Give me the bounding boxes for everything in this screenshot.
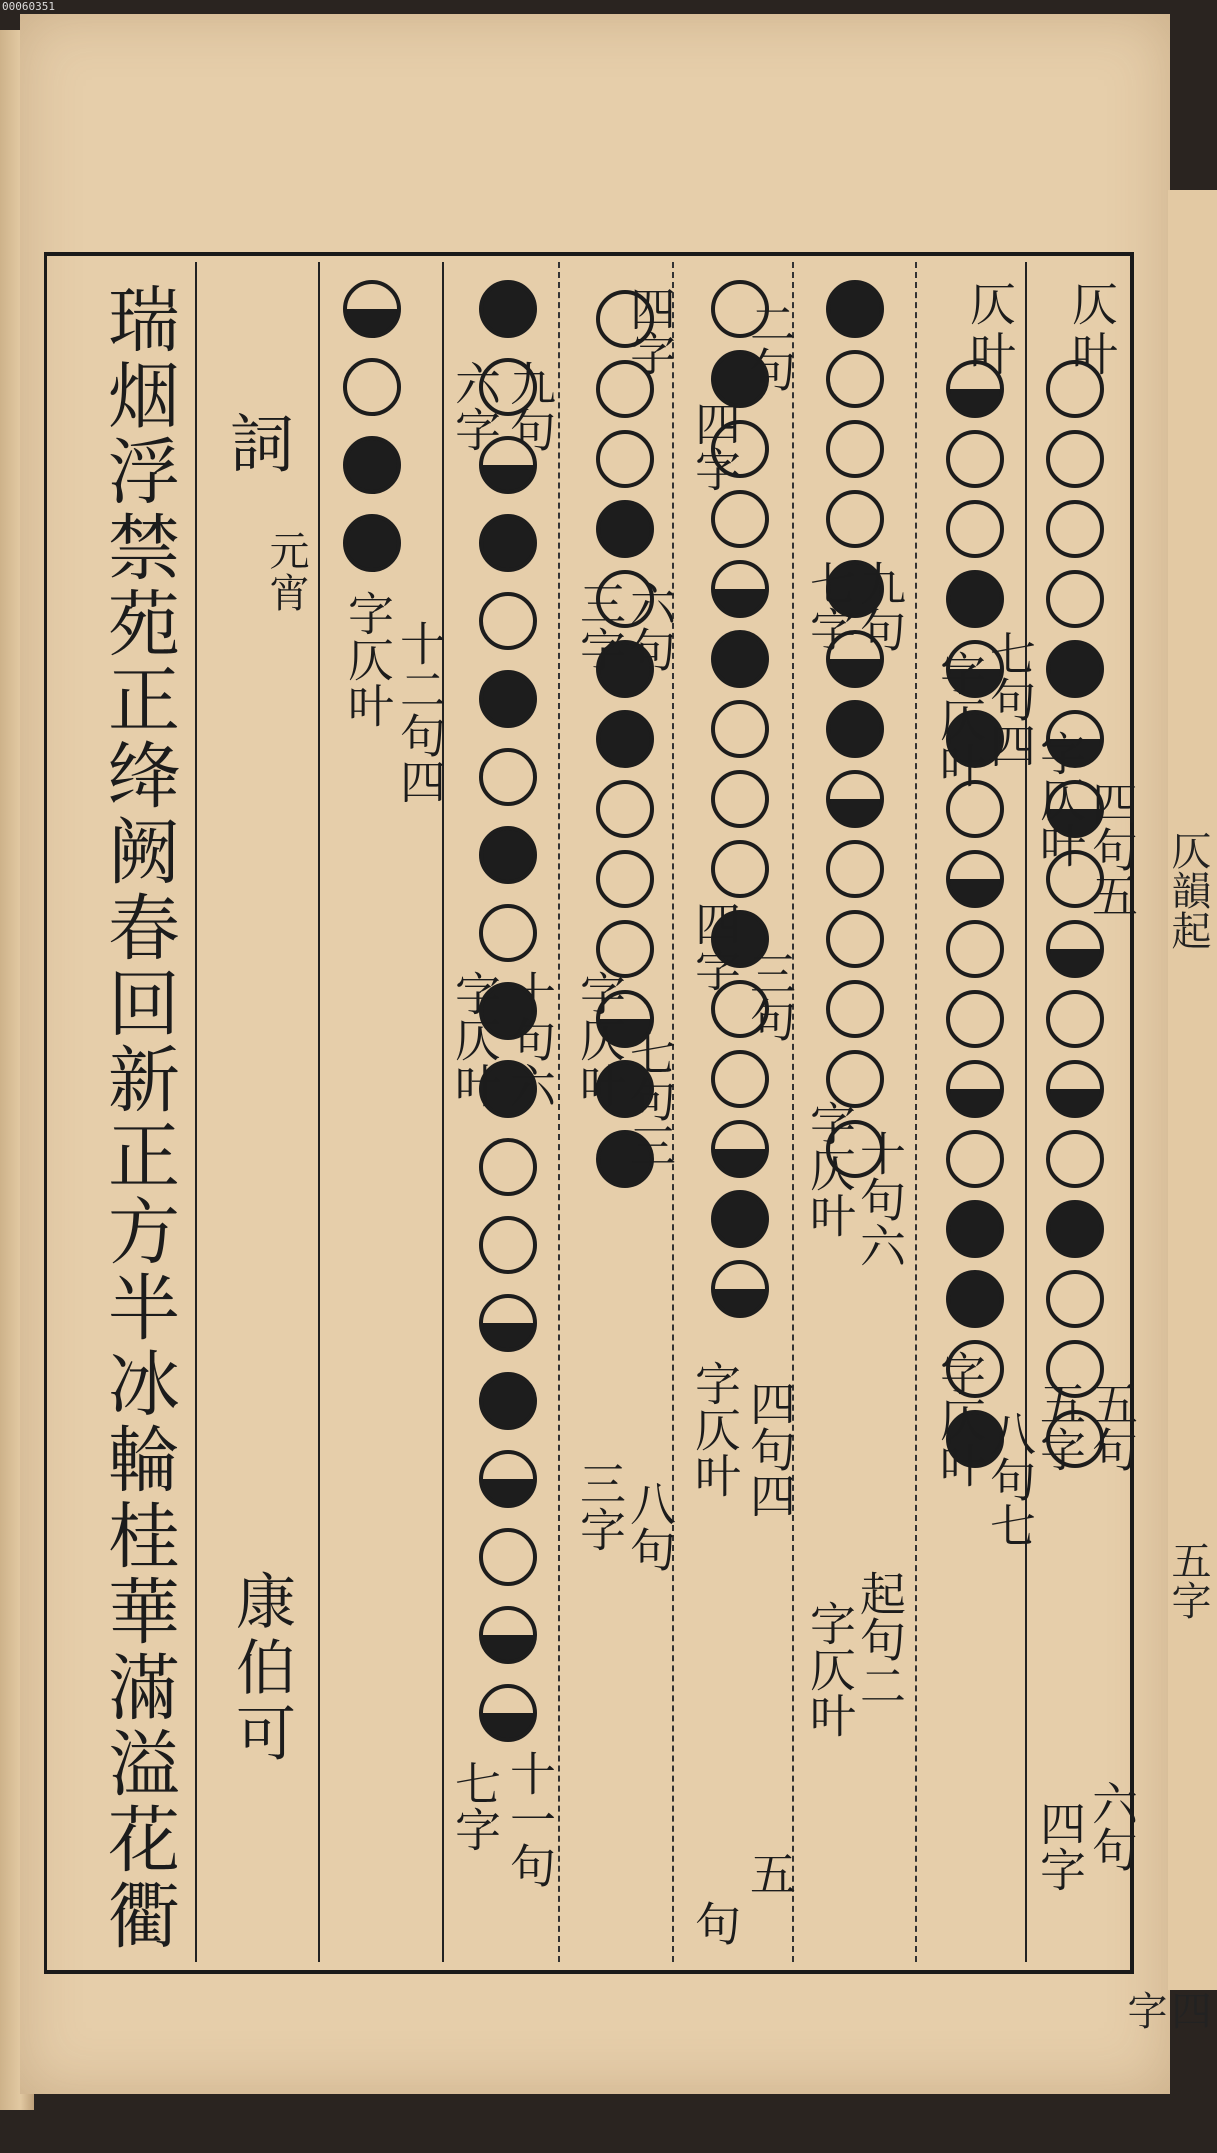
tone-annotation: 仄	[963, 280, 1017, 326]
open-tone-circle	[711, 700, 769, 758]
tone-annotation: 叶	[963, 330, 1017, 376]
half-tone-circle	[711, 560, 769, 618]
tone-annotation: 四字	[688, 900, 742, 992]
open-tone-circle	[946, 780, 1004, 838]
author-name: 康伯可	[226, 1570, 296, 1768]
column-divider	[558, 262, 560, 1962]
tone-annotation: 字仄叶	[341, 590, 395, 728]
tone-annotation: 四字	[1033, 1800, 1087, 1892]
open-tone-circle	[1046, 570, 1104, 628]
facing-page-edge	[1121, 190, 1217, 2030]
tone-annotation: 八句七	[983, 1410, 1037, 1548]
filled-tone-circle	[479, 670, 537, 728]
open-tone-circle	[479, 1138, 537, 1196]
facing-page-note-1: 仄韻起	[1165, 830, 1211, 950]
tone-annotation: 九句	[503, 360, 557, 452]
filled-tone-circle	[343, 436, 401, 494]
tone-annotation: 起句二	[853, 1570, 907, 1708]
tone-annotation: 四句五	[1085, 780, 1139, 918]
tone-annotation: 字仄叶	[933, 1350, 987, 1488]
column-divider	[915, 262, 917, 1962]
facing-page-note-3: 四字	[1121, 1990, 1211, 2030]
open-tone-circle	[711, 770, 769, 828]
open-tone-circle	[946, 500, 1004, 558]
open-tone-circle	[1046, 500, 1104, 558]
tone-annotation: 六字	[448, 360, 502, 452]
tone-annotation: 字仄叶	[688, 1360, 742, 1498]
open-tone-circle	[479, 592, 537, 650]
tone-annotation: 叶	[1065, 330, 1119, 376]
tone-annotation: 六句	[623, 580, 677, 672]
open-tone-circle	[1046, 990, 1104, 1048]
open-tone-circle	[826, 910, 884, 968]
filled-tone-circle	[596, 500, 654, 558]
half-tone-circle	[479, 1294, 537, 1352]
open-tone-circle	[946, 1130, 1004, 1188]
half-tone-circle	[946, 1060, 1004, 1118]
filled-tone-circle	[479, 280, 537, 338]
open-tone-circle	[596, 850, 654, 908]
tone-annotation: 八句	[623, 1480, 677, 1572]
tone-annotation: 字仄叶	[1033, 730, 1087, 868]
ci-title: 元宵	[263, 530, 309, 614]
half-tone-circle	[479, 1450, 537, 1508]
half-tone-circle	[711, 1260, 769, 1318]
tone-annotation: 七字	[448, 1760, 502, 1852]
filled-tone-circle	[711, 1190, 769, 1248]
tone-annotation: 字	[623, 330, 677, 376]
column-divider	[1025, 262, 1027, 1962]
filled-tone-circle	[711, 630, 769, 688]
open-tone-circle	[826, 420, 884, 478]
filled-tone-circle	[826, 280, 884, 338]
open-tone-circle	[596, 430, 654, 488]
tone-annotation: 字仄叶	[573, 970, 627, 1108]
open-tone-circle	[826, 490, 884, 548]
tone-annotation: 句	[688, 1900, 742, 1946]
ci-label: 詞	[219, 410, 293, 476]
open-tone-circle	[711, 490, 769, 548]
column-divider	[318, 262, 320, 1962]
open-tone-circle	[711, 840, 769, 898]
filled-tone-circle	[1046, 1200, 1104, 1258]
facing-page-note-2: 五字	[1165, 1540, 1211, 1620]
column-divider	[442, 262, 444, 1962]
open-tone-circle	[479, 1528, 537, 1586]
tone-annotation: 三句	[743, 950, 797, 1042]
half-tone-circle	[1046, 1060, 1104, 1118]
tone-annotation: 四	[623, 285, 677, 331]
tone-annotation: 十二句四	[393, 620, 447, 804]
tone-annotation: 二句	[743, 300, 797, 392]
filled-tone-circle	[479, 514, 537, 572]
tone-annotation: 七句三	[623, 1030, 677, 1168]
filled-tone-circle	[946, 1200, 1004, 1258]
tone-annotation: 五字	[1033, 1380, 1087, 1472]
open-tone-circle	[1046, 1270, 1104, 1328]
open-tone-circle	[826, 350, 884, 408]
filled-tone-circle	[343, 514, 401, 572]
tone-annotation: 字仄叶	[803, 1600, 857, 1738]
filled-tone-circle	[946, 570, 1004, 628]
tone-annotation: 七句四	[983, 630, 1037, 768]
open-tone-circle	[343, 358, 401, 416]
tone-annotation: 仄	[1065, 280, 1119, 326]
half-tone-circle	[1046, 920, 1104, 978]
page-id: 00060351	[2, 0, 55, 13]
open-tone-circle	[1046, 430, 1104, 488]
tone-annotation: 六句	[1085, 1780, 1139, 1872]
half-tone-circle	[946, 850, 1004, 908]
column-divider	[792, 262, 794, 1962]
open-tone-circle	[479, 1216, 537, 1274]
filled-tone-circle	[1046, 640, 1104, 698]
tone-annotation: 三字	[573, 1460, 627, 1552]
open-tone-circle	[479, 904, 537, 962]
tone-annotation: 四句四	[743, 1380, 797, 1518]
open-tone-circle	[1046, 1130, 1104, 1188]
open-tone-circle	[946, 430, 1004, 488]
open-tone-circle	[946, 990, 1004, 1048]
poem-text: 瑞烟浮禁苑正绛阙春回新正方半冰輪桂華滿溢花衢	[96, 282, 180, 1954]
tone-annotation: 四字	[688, 400, 742, 492]
tone-annotation: 七字	[803, 560, 857, 652]
half-tone-circle	[711, 1120, 769, 1178]
tone-annotation: 五句	[1085, 1380, 1139, 1472]
tone-annotation: 字仄叶	[803, 1100, 857, 1238]
filled-tone-circle	[596, 710, 654, 768]
tone-annotation: 字仄叶	[448, 970, 502, 1108]
open-tone-circle	[826, 840, 884, 898]
tone-annotation: 十句六	[853, 1130, 907, 1268]
filled-tone-circle	[826, 700, 884, 758]
half-tone-circle	[343, 280, 401, 338]
open-tone-circle	[479, 748, 537, 806]
half-tone-circle	[826, 770, 884, 828]
filled-tone-circle	[946, 1270, 1004, 1328]
open-tone-circle	[711, 1050, 769, 1108]
tone-annotation: 十句六	[503, 970, 557, 1108]
open-tone-circle	[946, 920, 1004, 978]
tone-annotation: 五	[743, 1850, 797, 1896]
filled-tone-circle	[479, 1372, 537, 1430]
tone-annotation: 十一句	[503, 1750, 557, 1888]
open-tone-circle	[826, 980, 884, 1038]
open-tone-circle	[596, 780, 654, 838]
column-divider	[195, 262, 197, 1962]
half-tone-circle	[479, 1684, 537, 1742]
tone-annotation: 九句	[853, 560, 907, 652]
tone-annotation: 三字	[573, 580, 627, 672]
tone-annotation: 字仄叶	[933, 650, 987, 788]
filled-tone-circle	[479, 826, 537, 884]
half-tone-circle	[479, 1606, 537, 1664]
